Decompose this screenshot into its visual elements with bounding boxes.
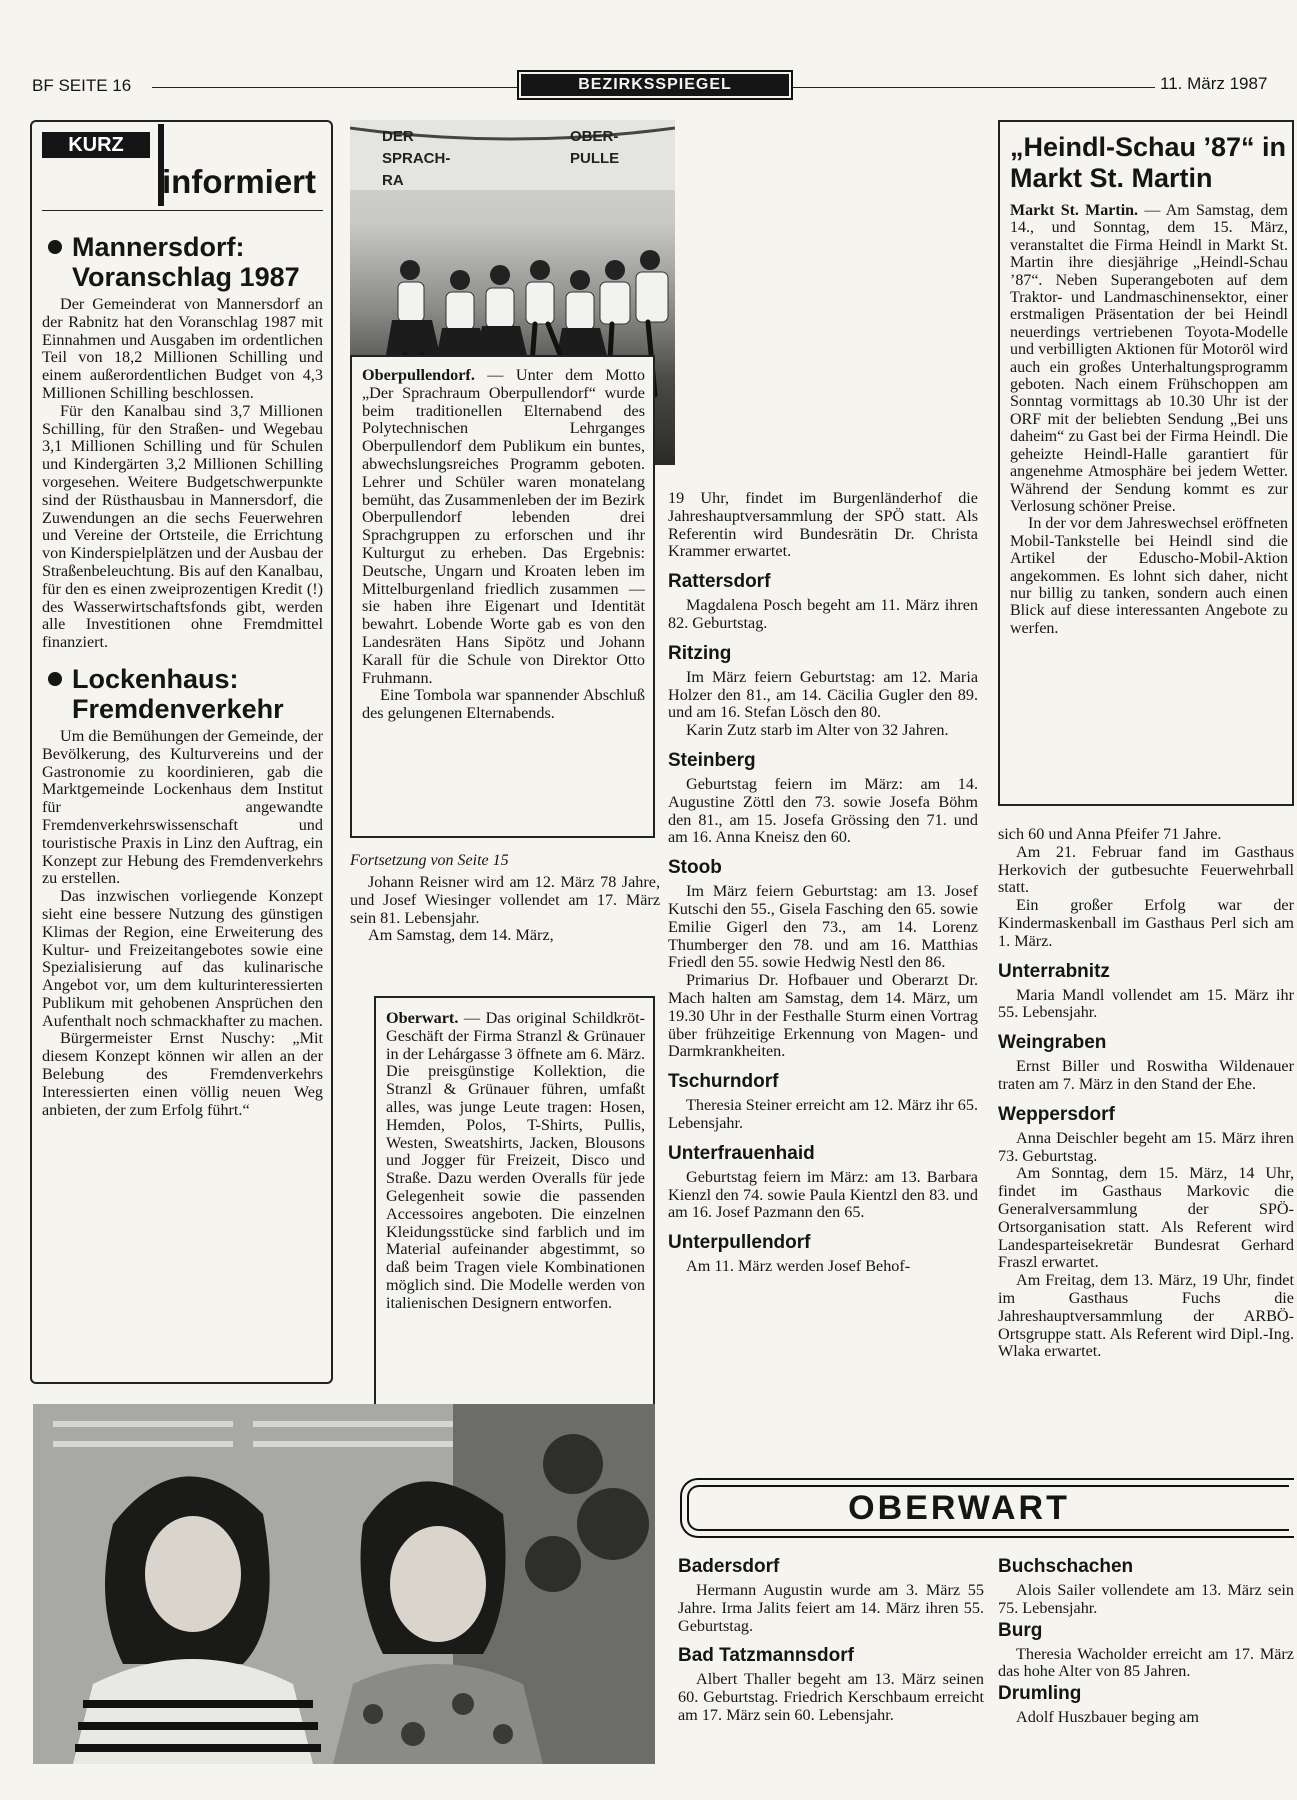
paragraph: Am Sonntag, dem 15. März, 14 Uhr, findet im Gasthaus Markovic die Generalversammlung der SPÖ-Ortsorganisation statt. Als Referent wird Landesparteisekretär Bundesrat Gerhard Fraszl erwartet. <box>998 1164 1294 1272</box>
fortsetzung-block <box>350 852 660 945</box>
header-rule-left <box>152 87 517 88</box>
section-stoob <box>668 857 978 1061</box>
section-steinberg <box>668 750 978 847</box>
paragraph-text: — Das original Schildkröt-Geschäft der Firma Stranzl & Grünauer in der Lehárgasse 3 öffnete am 6. März. Die preisgünstige Kollektion, die Stranzl & Grünauer führen, umfaßt alles, was junge Leute tragen: Hosen, Hemden, Polos, T-Shirts, Pullis, Westen, Sweatshirts, Jacken, Blousons und Jogger für Freizeit, Disco und Straße. Dazu werden Overalls für jede Gelegenheit sowie die passenden Accessoires angeboten. Die einzelnen Kleidungsstücke sind farblich und im Material aufeinander abgestimmt, so daß beim Tragen viele Kombinationen möglich sind. Die Modelle werden von italienischen Designern entworfen. <box>386 1009 645 1312</box>
paragraph: Am 11. März werden Josef Behof- <box>686 1257 911 1276</box>
paragraph <box>1010 202 1288 515</box>
paragraph: Eine Tombola war spannender Abschluß des gelungenen Elternabends. <box>362 686 645 723</box>
paragraph: Maria Mandl vollendet am 15. März ihr 55. Lebensjahr. <box>998 985 1294 1022</box>
column-3-intro <box>668 490 978 561</box>
lead-text: Oberpullendorf. <box>362 366 475 384</box>
shop-owners-photo <box>33 1404 655 1764</box>
paragraph: Johann Reisner wird am 12. März 78 Jahre, und Josef Wiesinger vollendet am 17. März sein 81. Lebensjahr. <box>350 873 660 927</box>
oberpullendorf-body <box>362 367 645 723</box>
oberwart-shop-body <box>386 1010 645 1313</box>
place-heading: Buchschachen <box>998 1556 1134 1577</box>
section-ritzing <box>668 643 978 740</box>
header-rule-right <box>793 87 1155 88</box>
paragraph: Theresia Wacholder erreicht am 17. März das hohe Alter von 85 Jahren. <box>998 1644 1294 1681</box>
banner-text-right: OBER-PULLE <box>570 128 620 167</box>
paragraph: Bürgermeister Ernst Nuschy: „Mit diesem Konzept können wir allen an der Belebung des Fremdenverkehrs Interessierten einen völlig neuen Weg anbieten, der zum Erfolg führt.“ <box>42 1029 323 1119</box>
section-burg <box>998 1620 1294 1682</box>
place-heading: Badersdorf <box>678 1556 780 1577</box>
paragraph: Magdalena Posch begeht am 11. März ihren 82. Geburtstag. <box>668 596 978 632</box>
place-heading: Unterpullendorf <box>668 1232 811 1254</box>
place-heading: Steinberg <box>668 749 756 771</box>
shop-owners-illustration <box>33 1404 655 1764</box>
paragraph <box>362 367 645 687</box>
paragraph-text: — Am Samstag, dem 14., und Sonntag, dem 15. März, veranstaltet die Firma Heindl in Markt St. Martin ihre diesjährige „Heindl-Schau ’87“. Neben Superangeboten auf dem Traktor- und Landmaschinensektor, einer erstmaligen Präsentation der bei Heindl neuerdings vertriebenen Toyota-Modelle und verbilligten Aktionen für Motoröl wird auch ein großes Unterhaltungsprogramm geboten. Nach einem Frühschoppen am Sonntag vormittags ab 10.30 Uhr ist der ORF mit der beliebten Sendung „Bei uns daheim“ zu Gast bei der Firma Heindl. Die geheizte Heindl-Halle garantiert für angenehme Atmosphäre bei jedem Wetter. Während der Sendung kommt es zur Verlosung schöner Preise. <box>1010 202 1288 515</box>
oberwart-left-column <box>678 1552 984 1725</box>
oberwart-shop-box <box>374 996 655 1408</box>
bullet-dot <box>48 240 62 254</box>
heindl-title: „Heindl-Schau ’87“ in Markt St. Martin <box>1010 132 1287 193</box>
place-heading: Tschurndorf <box>668 1071 779 1093</box>
place-heading: Unterfrauenhaid <box>668 1142 815 1164</box>
kurz-underline <box>42 210 323 211</box>
paragraph: Alois Sailer vollendete am 13. März sein 75. Lebensjahr. <box>998 1581 1294 1617</box>
column-4 <box>998 826 1294 1361</box>
item-title <box>42 232 323 292</box>
place-heading: Ritzing <box>668 642 732 664</box>
place-heading: Bad Tatzmannsdorf <box>678 1645 854 1667</box>
paragraph: Primarius Dr. Hofbauer und Oberarzt Dr. Mach halten am Samstag, dem 14. März, um 19.30 Uhr in der Festhalle Sturm einen Vortrag über frühzeitige Erkennung von Magen- und Darmkrankheiten. <box>668 971 978 1061</box>
paragraph: Geburtstag feiern im März: am 14. Augustine Zöttl den 73. sowie Josefa Böhm den 81., am 15. Josefa Grössing den 71. und am 16. Anna Kneisz den 60. <box>668 774 978 847</box>
oberwart-right-column <box>998 1552 1294 1727</box>
place-heading: Weingraben <box>998 1032 1107 1054</box>
fortsetzung-label: Fortsetzung von Seite 15 <box>350 852 509 869</box>
place-heading: Rattersdorf <box>668 571 771 593</box>
place-heading: Stoob <box>668 857 722 879</box>
banner-text-left: DER SPRACH-RA <box>382 128 451 189</box>
section-title-text: BEZIRKSSPIEGEL <box>521 74 789 96</box>
section-rattersdorf <box>668 571 978 633</box>
paragraph: Ein großer Erfolg war der Kindermaskenball im Gasthaus Perl sich am 1. März. <box>998 896 1294 950</box>
kurz-title: informiert <box>162 163 317 200</box>
paragraph <box>386 1010 645 1313</box>
paragraph: Am 21. Februar fand im Gasthaus Herkovich der gutbesuchte Feuerwehrball statt. <box>998 842 1294 897</box>
oberwart-banner-inner <box>687 1485 1289 1531</box>
paragraph: Um die Bemühungen der Gemeinde, der Bevölkerung, des Kulturvereins und der Gastronomie zu koordinieren, gab die Marktgemeinde Lockenhaus dem Institut für angewandte Fremdenverkehrswissenschaft und touristische Praxis in Linz den Auftrag, ein Konzept zur Hebung des Fremdenverkehrs zu erstellen. <box>42 726 323 888</box>
paragraph: Für den Kanalbau sind 3,7 Millionen Schilling, für den Straßen- und Wegebau 3,1 Millionen Schilling und für Schulen und Kindergärten 3,2 Millionen Schilling vorgesehen. Weitere Budgetschwerpunkte sind der Rüsthausbau in Mannersdorf, die Zuwendungen an die sechs Feuerwehren und Vereine der Ortsteile, die Errichtung von Kinderspielplätzen und der Ausbau der Straßenbeleuchtung. Bis auf den Kanalbau, für den es einen zweiprozentigen Kredit (!) des Wasserwirtschaftsfonds gibt, werden alle Investitionen ohne Fremdmittel finanziert. <box>42 401 323 652</box>
paragraph: Ernst Biller und Roswitha Wildenauer traten am 7. März in den Stand der Ehe. <box>998 1057 1294 1093</box>
kurz-tag: KURZ <box>42 132 150 158</box>
kurz-item-lockenhaus <box>42 664 323 1120</box>
item-title-text: Mannersdorf: Voranschlag 1987 <box>72 232 300 292</box>
paragraph: Albert Thaller begeht am 13. März seinen 60. Geburtstag. Friedrich Kerschbaum erreicht am 17. März sein 60. Lebensjahr. <box>678 1670 984 1724</box>
paragraph: Geburtstag feiern im März: am 13. Barbara Kienzl den 74. sowie Paula Kientzl den 83. und am 16. Josef Pazmann den 65. <box>668 1167 978 1222</box>
column-3 <box>668 490 978 1276</box>
kurz-informiert-box <box>30 120 333 1384</box>
kurz-item-mannersdorf <box>42 232 323 652</box>
section-bad-tatzmannsdorf <box>678 1645 984 1724</box>
paragraph: sich 60 und Anna Pfeifer 71 Jahre. <box>998 826 1222 843</box>
paragraph: Am Samstag, dem 14. März, <box>368 926 554 945</box>
oberpullendorf-box <box>350 355 655 838</box>
lead-text: Markt St. Martin. <box>1010 202 1139 219</box>
paragraph: Der Gemeinderat von Mannersdorf an der Rabnitz hat den Voranschlag 1987 mit Einnahmen und Ausgaben im ordentlichen Teil von 18,2 Millionen Schilling und einem außerordentlichen Budget von 4,3 Millionen Schilling beschlossen. <box>42 295 323 402</box>
section-tschurndorf <box>668 1071 978 1133</box>
section-unterpullendorf <box>668 1232 978 1276</box>
heindl-body <box>1010 202 1288 637</box>
section-badersdorf <box>678 1556 984 1635</box>
paragraph: Das inzwischen vorliegende Konzept sieht eine bessere Nutzung des günstigen Klimas der Region, eine Erweiterung des Kultur- und Freizeitangebotes sowie eine Spezialisierung auf das kulinarische Angebot vor, um dem kulturinteressierten Publikum mit gehobenen Ansprüchen den Aufenthalt noch schmackhafter zu machen. <box>42 887 323 1030</box>
paragraph: Hermann Augustin wurde am 3. März 55 Jahre. Irma Jalits feiert am 14. März ihren 55. Geburtstag. <box>678 1581 984 1635</box>
oberwart-banner <box>680 1478 1294 1538</box>
paragraph: Adolf Huszbauer beging am <box>1016 1708 1199 1727</box>
paragraph: Am Freitag, dem 13. März, 19 Uhr, findet im Gasthaus Fuchs die Jahreshauptversammlung der ARBÖ-Ortsgruppe statt. Als Referent wird Dipl.-Ing. Wlaka erwartet. <box>998 1271 1294 1361</box>
item-title-text: Lockenhaus: Fremdenverkehr <box>72 663 284 724</box>
item-body <box>42 296 323 652</box>
heindl-box <box>998 120 1294 806</box>
paragraph: Karin Zutz starb im Alter von 32 Jahren. <box>686 721 949 740</box>
place-heading: Weppersdorf <box>998 1103 1115 1125</box>
section-drumling <box>998 1683 1294 1727</box>
place-heading: Unterrabnitz <box>998 960 1110 982</box>
page-number: BF SEITE 16 <box>32 76 132 95</box>
paragraph: In der vor dem Jahreswechsel eröffneten Mobil-Tankstelle bei Heindl sind die Artikel der Eduscho-Mobil-Aktion angekommen. Es lohnt sich daher, nicht nur billig zu tanken, sondern auch einen Blick auf diese interessanten Angebote zu werfen. <box>1010 515 1288 637</box>
section-weingraben <box>998 1032 1294 1094</box>
place-heading: Drumling <box>998 1683 1082 1705</box>
fortsetzung-body <box>350 874 660 945</box>
paragraph: Anna Deischler begeht am 15. März ihren 73. Geburtstag. <box>998 1128 1294 1165</box>
column-4-intro <box>998 826 1294 951</box>
oberwart-banner-text: OBERWART <box>848 1489 1070 1527</box>
paragraph: Im März feiern Geburtstag: am 13. Josef Kutschi den 55., Gisela Fasching den 65. sowie Emilie Gigerl den 73., am 14. Lorenz Thumberger den 78. und am 16. Matthias Friedl den 55. sowie Hedwig Nestl den 86. <box>668 882 978 972</box>
kurz-header <box>42 122 323 214</box>
section-weppersdorf <box>998 1104 1294 1361</box>
item-body <box>42 728 323 1120</box>
item-title <box>42 664 323 724</box>
issue-date: 11. März 1987 <box>1160 74 1268 93</box>
paragraph-text: — Unter dem Motto „Der Sprachraum Oberpullendorf“ wurde beim traditionellen Elternabend des Polytechnischen Lehrganges Oberpullendorf dem Publikum ein buntes, abwechslungsreiches Programm geboten. Lehrer und Schüler waren monatelang bemüht, das Zusammenleben der im Bezirk Oberpullendorf lebenden drei Sprachgruppen zu erforschen und ihr Kulturgut zu erheben. Das Ergebnis: Deutsche, Ungarn und Kroaten leben im Mittelburgenland friedlich zusammen — sie haben ihre Eigenart und Identität bewahrt. Lobende Worte gab es von den Landesräten Hans Sipötz und Johann Karall für die Schule von Direktor Otto Fruhmann. <box>362 366 645 687</box>
section-title <box>517 70 793 100</box>
section-buchschachen <box>998 1556 1294 1618</box>
paragraph: 19 Uhr, findet im Burgenländerhof die Jahreshauptversammlung der SPÖ statt. Als Referentin wird Bundesrätin Dr. Christa Krammer erwartet. <box>668 489 978 561</box>
section-unterrabnitz <box>998 961 1294 1023</box>
section-unterfrauenhaid <box>668 1143 978 1222</box>
bullet-dot <box>48 672 62 686</box>
paragraph: Theresia Steiner erreicht am 12. März ihr 65. Lebensjahr. <box>668 1096 978 1132</box>
paragraph: Im März feiern Geburtstag: am 12. Maria Holzer den 81., am 14. Cäcilia Gugler den 89. und am 16. Stefan Lösch den 80. <box>668 667 978 722</box>
place-heading: Burg <box>998 1619 1043 1641</box>
lead-text: Oberwart. <box>386 1009 459 1027</box>
